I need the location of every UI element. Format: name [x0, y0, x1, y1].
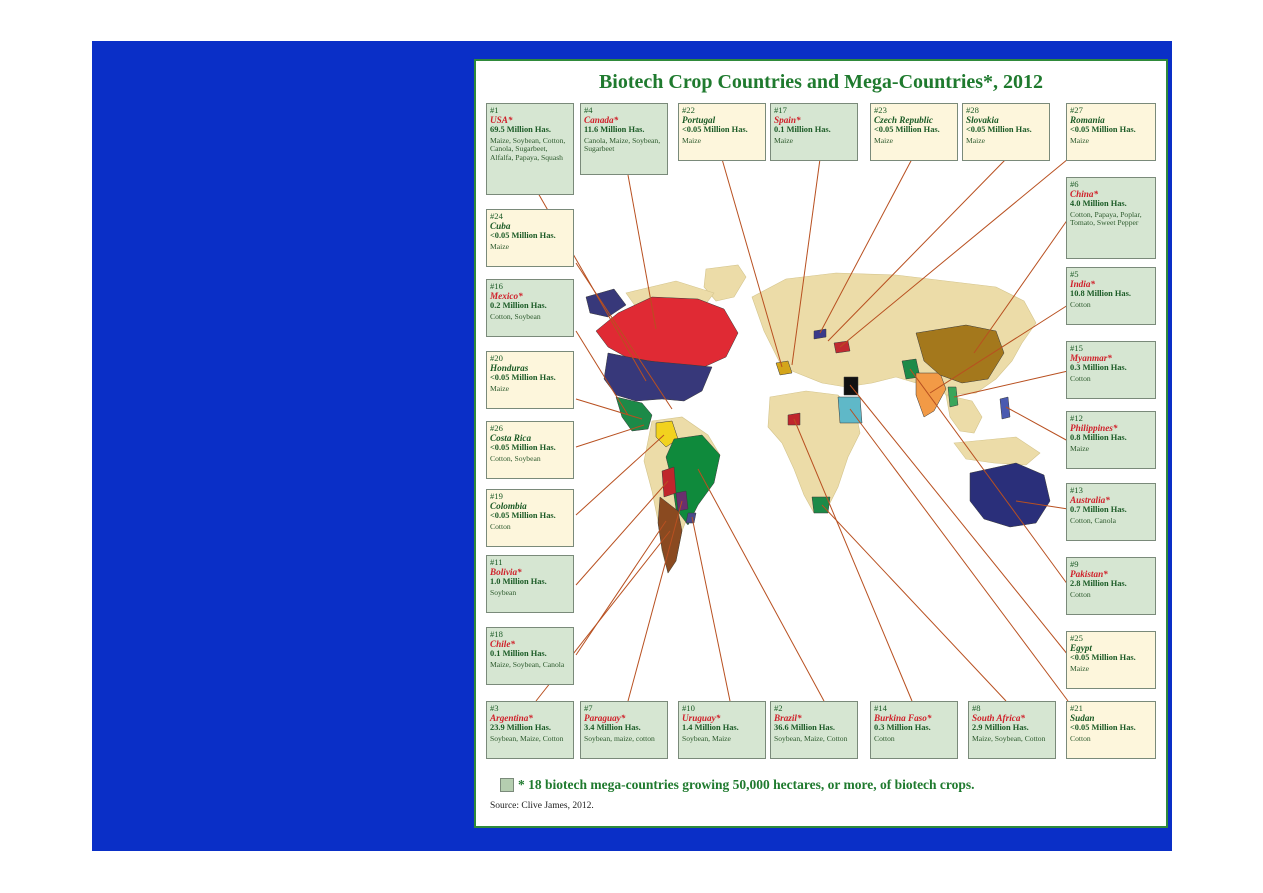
- country-box-czech: [870, 103, 958, 161]
- country-area: 1.0 Million Has.: [490, 577, 547, 587]
- country-name: Portugal: [682, 114, 716, 125]
- country-crops: Maize, Soybean, Cotton, Canola, Sugarbeet, Alfalfa, Papaya, Squash: [490, 135, 566, 162]
- leader-bolivia: [576, 481, 668, 585]
- country-name: Czech Republic: [874, 114, 933, 125]
- country-area: <0.05 Million Has.: [966, 125, 1032, 135]
- country-rank: #26: [490, 423, 503, 433]
- country-area: 0.8 Million Has.: [1070, 433, 1127, 443]
- country-rank: #18: [490, 629, 503, 639]
- country-area: 11.6 Million Has.: [584, 125, 645, 135]
- country-crops: Cotton, Soybean: [490, 453, 541, 463]
- country-crops: Maize, Soybean, Cotton: [972, 733, 1046, 743]
- country-box-china: [1066, 177, 1156, 259]
- country-crops: Cotton, Soybean: [490, 311, 541, 321]
- country-rank: #19: [490, 491, 503, 501]
- country-crops: Maize: [966, 135, 985, 145]
- country-box-egypt: [1066, 631, 1156, 689]
- country-box-portugal: [678, 103, 766, 161]
- country-name: Myanmar*: [1070, 352, 1112, 363]
- country-crops: Cotton: [1070, 299, 1091, 309]
- country-rank: #16: [490, 281, 503, 291]
- country-name: Chile*: [490, 638, 516, 649]
- country-crops: Maize: [1070, 443, 1089, 453]
- country-area: <0.05 Million Has.: [1070, 653, 1136, 663]
- country-name: South Africa*: [972, 712, 1026, 723]
- country-name: Burkina Faso*: [874, 712, 932, 723]
- country-rank: #1: [490, 105, 499, 115]
- romania-region: [834, 341, 850, 353]
- country-area: 0.1 Million Has.: [490, 649, 547, 659]
- country-box-romania: [1066, 103, 1156, 161]
- country-area: 0.1 Million Has.: [774, 125, 831, 135]
- biotech-map-figure: [474, 59, 1168, 828]
- country-area: 0.7 Million Has.: [1070, 505, 1127, 515]
- country-rank: #21: [1070, 703, 1083, 713]
- country-crops: Maize: [682, 135, 701, 145]
- country-crops: Cotton: [1070, 589, 1091, 599]
- country-rank: #13: [1070, 485, 1083, 495]
- country-rank: #25: [1070, 633, 1083, 643]
- country-area: 0.3 Million Has.: [874, 723, 931, 733]
- uruguay-region: [686, 513, 696, 523]
- country-area: <0.05 Million Has.: [490, 511, 556, 521]
- country-name: Slovakia: [966, 114, 999, 125]
- country-name: Costa Rica: [490, 432, 532, 443]
- australia-region: [970, 463, 1050, 527]
- country-area: <0.05 Million Has.: [682, 125, 748, 135]
- country-rank: #24: [490, 211, 503, 221]
- country-name: Bolivia*: [490, 566, 522, 577]
- india-region: [916, 373, 946, 417]
- legend-text: * 18 biotech mega-countries growing 50,000 hectares, or more, of biotech crops.: [518, 777, 975, 792]
- country-rank: #7: [584, 703, 593, 713]
- country-area: 1.4 Million Has.: [682, 723, 739, 733]
- country-rank: #20: [490, 353, 503, 363]
- leader-southafrica: [822, 505, 1006, 701]
- country-name: Egypt: [1070, 642, 1092, 653]
- country-name: Paraguay*: [584, 712, 626, 723]
- country-crops: Cotton: [874, 733, 895, 743]
- bolivia-region: [662, 467, 676, 497]
- country-crops: Maize, Soybean, Canola: [490, 659, 565, 669]
- country-box-costarica: [486, 421, 574, 479]
- country-name: Australia*: [1070, 494, 1110, 505]
- country-area: 0.3 Million Has.: [1070, 363, 1127, 373]
- country-name: Sudan: [1070, 712, 1095, 723]
- country-crops: Cotton: [490, 521, 511, 531]
- country-crops: Cotton, Papaya, Poplar, Tomato, Sweet Pepper: [1070, 209, 1142, 228]
- country-rank: #28: [966, 105, 979, 115]
- leader-burkinafaso: [794, 419, 912, 701]
- country-name: Colombia: [490, 500, 527, 511]
- country-crops: Maize: [1070, 135, 1089, 145]
- country-box-mexico: [486, 279, 574, 337]
- country-area: 3.4 Million Has.: [584, 723, 641, 733]
- country-rank: #15: [1070, 343, 1083, 353]
- country-name: Argentina*: [490, 712, 533, 723]
- country-crops: Soybean: [490, 587, 517, 597]
- country-box-slovakia: [962, 103, 1050, 161]
- country-box-canada: [580, 103, 668, 175]
- country-rank: #22: [682, 105, 695, 115]
- country-box-southafrica: [968, 701, 1056, 759]
- country-box-philippines: [1066, 411, 1156, 469]
- country-area: 0.2 Million Has.: [490, 301, 547, 311]
- country-name: Pakistan*: [1070, 568, 1108, 579]
- country-box-burkinafaso: [870, 701, 958, 759]
- country-name: China*: [1070, 188, 1099, 199]
- country-rank: #3: [490, 703, 499, 713]
- legend: [500, 777, 975, 793]
- country-crops: Maize: [1070, 663, 1089, 673]
- country-area: <0.05 Million Has.: [490, 231, 556, 241]
- country-crops: Canola, Maize, Soybean, Sugarbeet: [584, 135, 661, 154]
- country-rank: #14: [874, 703, 887, 713]
- country-box-spain: [770, 103, 858, 161]
- country-box-argentina: [486, 701, 574, 759]
- country-box-paraguay: [580, 701, 668, 759]
- country-crops: Soybean, Maize: [682, 733, 731, 743]
- country-area: 36.6 Million Has.: [774, 723, 835, 733]
- indonesia-land: [954, 437, 1040, 465]
- country-rank: #2: [774, 703, 783, 713]
- country-box-uruguay: [678, 701, 766, 759]
- country-box-myanmar: [1066, 341, 1156, 399]
- leader-brazil: [698, 469, 824, 701]
- country-name: Brazil*: [774, 712, 802, 723]
- country-name: Canada*: [584, 114, 619, 125]
- country-crops: Soybean, Maize, Cotton: [490, 733, 564, 743]
- mexico-region: [616, 397, 652, 431]
- figure-title: Biotech Crop Countries and Mega-Countries*, 2012: [598, 71, 1044, 93]
- country-area: <0.05 Million Has.: [490, 443, 556, 453]
- myanmar-region: [948, 387, 958, 407]
- country-crops: Cotton: [1070, 373, 1091, 383]
- country-box-usa: [486, 103, 574, 195]
- leader-philippines: [1006, 407, 1068, 441]
- country-box-bolivia: [486, 555, 574, 613]
- country-name: USA*: [490, 114, 513, 125]
- country-name: Romania: [1070, 114, 1105, 125]
- country-name: Cuba: [490, 220, 511, 231]
- country-rank: #11: [490, 557, 503, 567]
- country-box-brazil: [770, 701, 858, 759]
- country-crops: Maize: [874, 135, 893, 145]
- country-rank: #10: [682, 703, 695, 713]
- country-box-india: [1066, 267, 1156, 325]
- leader-uruguay: [692, 517, 730, 701]
- country-name: Uruguay*: [682, 712, 721, 723]
- country-area: 2.9 Million Has.: [972, 723, 1029, 733]
- country-area: <0.05 Million Has.: [874, 125, 940, 135]
- leader-costarica: [576, 425, 644, 447]
- country-box-cuba: [486, 209, 574, 267]
- country-rank: #4: [584, 105, 593, 115]
- source-citation: Source: Clive James, 2012.: [490, 801, 594, 811]
- country-area: 69.5 Million Has.: [490, 125, 551, 135]
- country-box-pakistan: [1066, 557, 1156, 615]
- country-rank: #6: [1070, 179, 1079, 189]
- sudan-region: [838, 397, 862, 423]
- country-crops: Cotton: [1070, 733, 1091, 743]
- country-box-chile: [486, 627, 574, 685]
- country-area: 10.8 Million Has.: [1070, 289, 1131, 299]
- country-area: <0.05 Million Has.: [1070, 125, 1136, 135]
- country-rank: #27: [1070, 105, 1083, 115]
- leader-chile: [576, 521, 666, 655]
- country-rank: #23: [874, 105, 887, 115]
- country-area: 23.9 Million Has.: [490, 723, 551, 733]
- country-area: 2.8 Million Has.: [1070, 579, 1127, 589]
- country-rank: #8: [972, 703, 981, 713]
- country-crops: Cotton, Canola: [1070, 515, 1116, 525]
- country-rank: #9: [1070, 559, 1079, 569]
- country-box-australia: [1066, 483, 1156, 541]
- country-crops: Maize: [490, 241, 509, 251]
- czech-region: [814, 329, 826, 339]
- country-crops: Maize: [774, 135, 793, 145]
- country-rank: #5: [1070, 269, 1079, 279]
- country-rank: #12: [1070, 413, 1083, 423]
- country-box-honduras: [486, 351, 574, 409]
- country-name: Mexico*: [490, 290, 523, 301]
- country-area: <0.05 Million Has.: [1070, 723, 1136, 733]
- country-crops: Maize: [490, 383, 509, 393]
- country-box-sudan: [1066, 701, 1156, 759]
- country-name: Honduras: [490, 362, 529, 373]
- country-name: Spain*: [774, 114, 801, 125]
- country-area: <0.05 Million Has.: [490, 373, 556, 383]
- country-name: Philippines*: [1070, 422, 1118, 433]
- country-box-colombia: [486, 489, 574, 547]
- leader-paraguay: [628, 501, 682, 701]
- country-rank: #17: [774, 105, 787, 115]
- country-crops: Soybean, maize, cotton: [584, 733, 655, 743]
- country-area: 4.0 Million Has.: [1070, 199, 1127, 209]
- legend-swatch: [500, 778, 514, 792]
- country-crops: Soybean, Maize, Cotton: [774, 733, 848, 743]
- country-name: India*: [1070, 278, 1096, 289]
